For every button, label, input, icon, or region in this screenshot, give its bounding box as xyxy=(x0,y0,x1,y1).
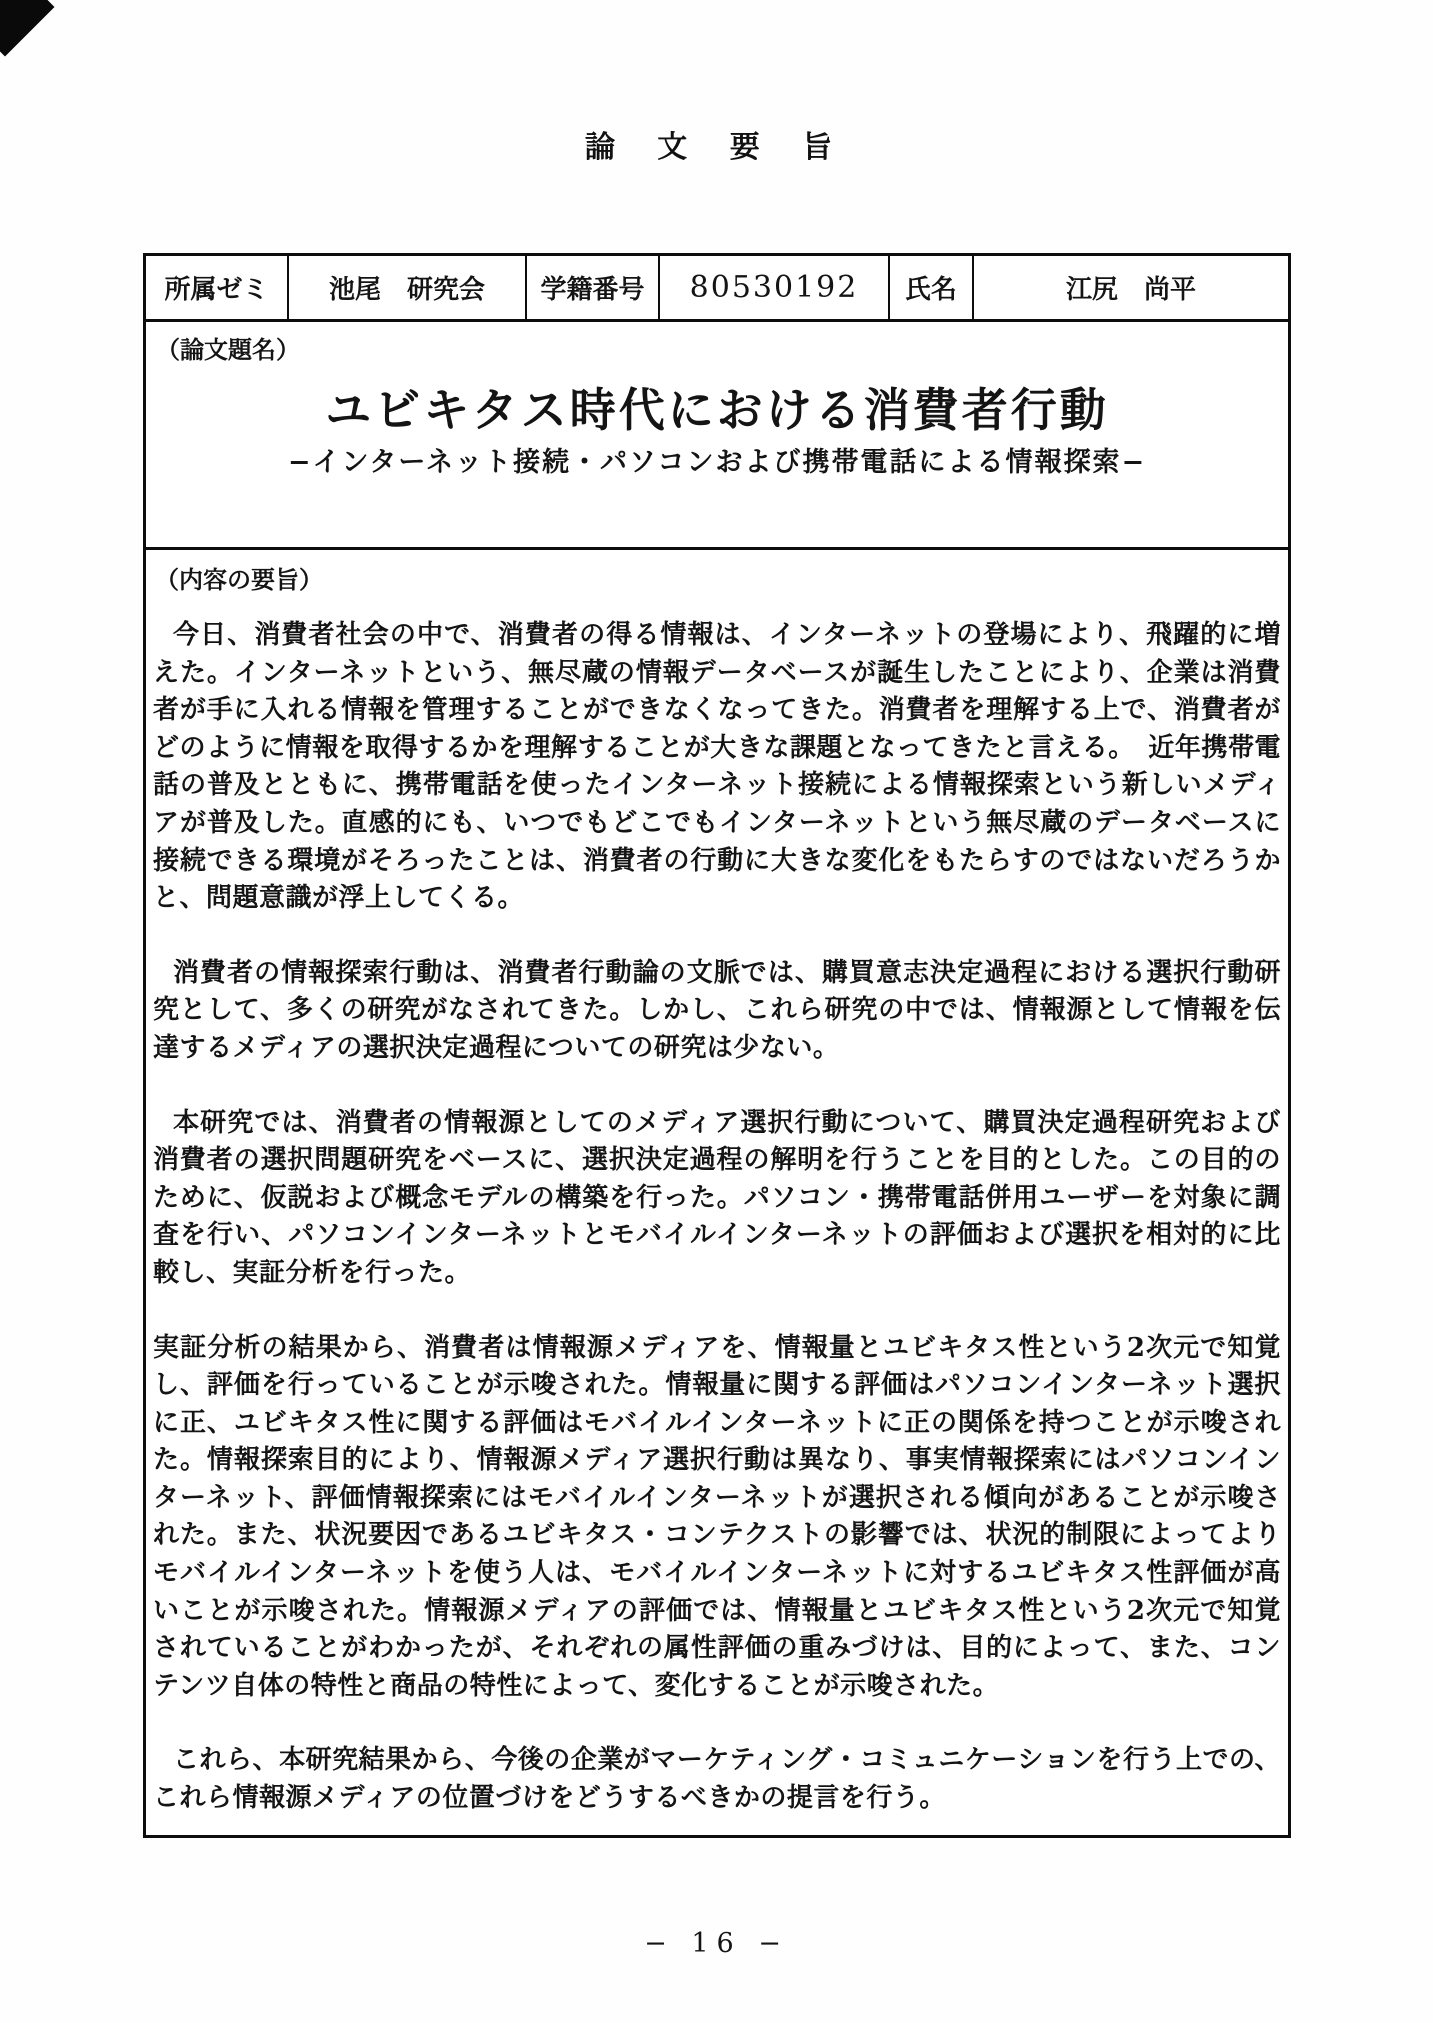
abstract-paragraph: 本研究では、消費者の情報源としてのメディア選択行動について、購買決定過程研究および消費者の選択問題研究をベースに、選択決定過程の解明を行うことを目的とした。この目的のために、仮説および概念モデルの構築を行った。パソコン・携帯電話併用ユーザーを対象に調査を行い、パソコンインターネットとモバイルインターネットの評価および選択を相対的に比較し、実証分析を行った。 xyxy=(153,1107,1281,1288)
seminar-value-cell: 池尾 研究会 xyxy=(289,256,527,319)
seminar-label-cell: 所属ゼミ xyxy=(146,256,289,319)
thesis-title-section xyxy=(146,322,1288,550)
abstract-paragraph: 今日、消費者社会の中で、消費者の得る情報は、インターネットの登場により、飛躍的に増えた。インターネットという、無尽蔵の情報データベースが誕生したことにより、企業は消費者が手に入れる情報を管理することができなくなってきた。消費者を理解する上で、消費者がどのように情報を取得するかを理解することが大きな課題となってきたと言える。 近年携帯電話の普及とともに、携帯電話を使ったインターネット接続による情報探索という新しいメディアが普及した。直感的にも、いつでもどこでもインターネットという無尽蔵のデータベースに接続できる環境がそろったことは、消費者の行動に大きな変化をもたらすのではないだろうかと、問題意識が浮上してくる。 xyxy=(153,620,1281,914)
name-label-cell: 氏名 xyxy=(890,256,974,319)
abstract-section xyxy=(146,550,1288,1835)
page-number: − 16 − xyxy=(644,1928,789,1959)
thesis-title-label: （論文題名） xyxy=(156,335,300,364)
scan-artifact-corner xyxy=(0,0,54,56)
student-id-value-cell: 80530192 xyxy=(660,256,890,319)
student-id-label-cell: 学籍番号 xyxy=(527,256,660,319)
document-header-title: 論 文 要 旨 xyxy=(584,130,849,165)
info-table xyxy=(146,256,1288,322)
abstract-paragraph: 実証分析の結果から、消費者は情報源メディアを、情報量とユビキタス性という2次元で知覚し、評価を行っていることが示唆された。情報量に関する評価はパソコンインターネット選択に正、ユビキタス性に関する評価はモバイルインターネットに正の関係を持つことが示唆された。情報探索目的により、情報源メディア選択行動は異なり、事実情報探索にはパソコンインターネット、評価情報探索にはモバイルインターネットが選択される傾向があることが示唆された。また、状況要因であるユビキタス・コンテクストの影響では、状況的制限によってよりモバイルインターネットを使う人は、モバイルインターネットに対するユビキタス性評価が高いことが示唆された。情報源メディアの評価では、情報量とユビキタス性という2次元で知覚されていることがわかったが、それぞれの属性評価の重みづけは、目的によって、また、コンテンツ自体の特性と商品の特性によって、変化することが示唆された。 xyxy=(153,1332,1281,1701)
abstract-paragraph: 消費者の情報探索行動は、消費者行動論の文脈では、購買意志決定過程における選択行動研究として、多くの研究がなされてきた。しかし、これら研究の中では、情報源として情報を伝達するメディアの選択決定過程についての研究は少ない。 xyxy=(153,957,1281,1063)
thesis-main-title: ユビキタス時代における消費者行動 xyxy=(325,383,1109,437)
document-frame xyxy=(143,253,1291,1838)
thesis-subtitle: −インターネット接続・パソコンおよび携帯電話による情報探索− xyxy=(287,447,1147,478)
abstract-paragraph: これら、本研究結果から、今後の企業がマーケティング・コミュニケーションを行う上での、これら情報源メディアの位置づけをどうするべきかの提言を行う。 xyxy=(153,1745,1282,1814)
abstract-label: （内容の要旨） xyxy=(155,565,323,594)
abstract-body xyxy=(153,617,1281,1818)
name-value-cell: 江尻 尚平 xyxy=(1065,275,1196,305)
